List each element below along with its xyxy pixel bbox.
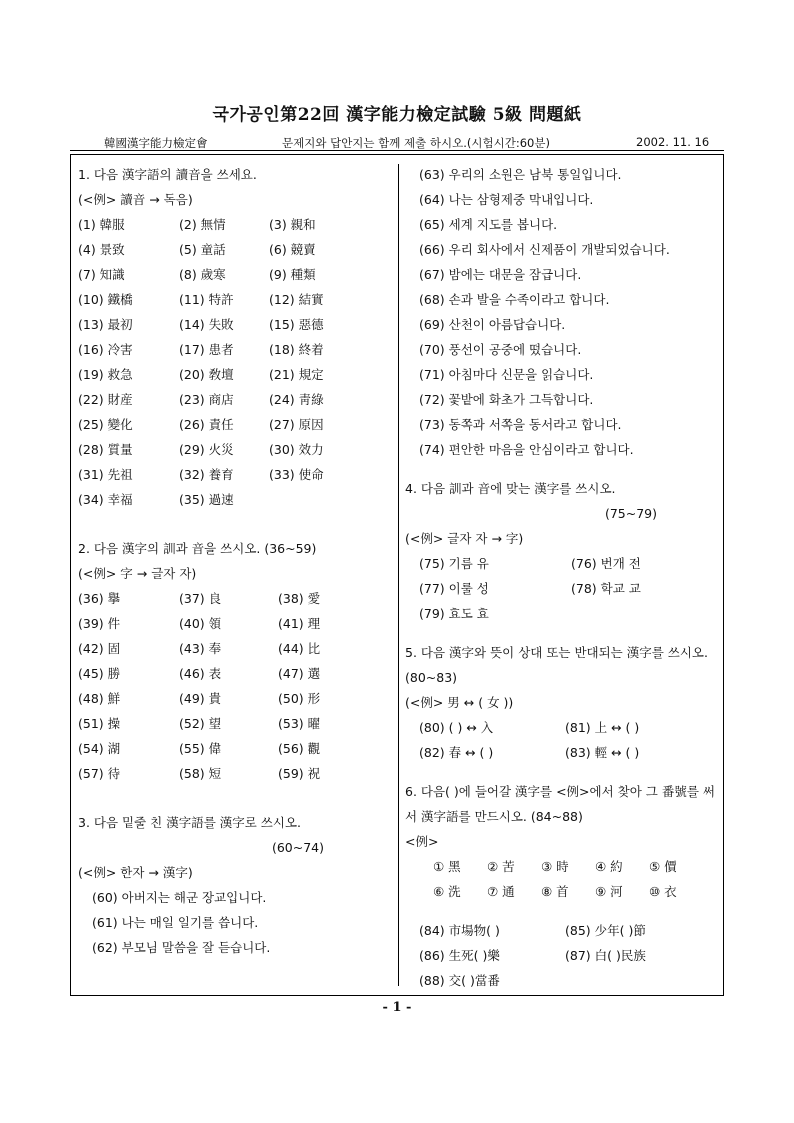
organization-name: 韓國漢字能力檢定會 [104,136,208,150]
q6-item: (85) 少年( )節 [565,923,646,938]
question-3-heading: 3. 다음 밑줄 친 漢字語를 漢字로 쓰시오. [78,815,301,830]
q6-choice: ⑧ 首 [541,884,569,899]
question-1-heading: 1. 다음 漢字語의 讀音을 쓰세요. [78,167,257,182]
q6-choice: ③ 時 [541,859,569,874]
q3-item: (64) 나는 삼형제중 막내입니다. [419,192,594,207]
column-divider [398,164,399,986]
q1-item: (25) 變化 [78,417,133,432]
q4-item: (79) 효도 효 [419,606,489,621]
q1-item: (18) 終着 [269,342,324,357]
q3-item: (60) 아버지는 해군 장교입니다. [92,890,267,905]
q2-item: (53) 曜 [278,716,321,731]
question-4-heading: 4. 다음 訓과 音에 맞는 漢字를 쓰시오. [405,481,616,496]
q1-item: (22) 財産 [78,392,133,407]
q1-item: (26) 責任 [179,417,234,432]
q3-item: (70) 풍선이 공중에 떴습니다. [419,342,582,357]
q1-item: (3) 親和 [269,217,316,232]
exam-title: 국가공인第22回 漢字能力檢定試驗 5級 問題紙 [212,105,582,125]
q1-item: (17) 患者 [179,342,234,357]
q3-item: (68) 손과 발을 수족이라고 합니다. [419,292,610,307]
q3-item: (67) 밤에는 대문을 잠급니다. [419,267,582,282]
q6-choice: ⑩ 衣 [649,884,677,899]
q1-item: (28) 質量 [78,442,133,457]
q3-item: (71) 아침마다 신문을 읽습니다. [419,367,594,382]
question-2 [78,536,388,786]
question-2-items [78,586,388,786]
q2-item: (47) 選 [278,666,321,681]
exam-instruction: 문제지와 답안지는 함께 제출 하시오.(시험시간:60분) [282,136,550,150]
q1-item: (15) 惡德 [269,317,324,332]
question-5-heading: 5. 다음 漢字와 뜻이 상대 또는 반대되는 漢字를 쓰시오. (80~83) [405,645,708,685]
q2-item: (50) 形 [278,691,321,706]
question-2-heading: 2. 다음 漢字의 訓과 音을 쓰시오. (36~59) [78,541,317,556]
q2-item: (40) 領 [179,616,222,631]
right-column [405,162,717,993]
q1-item: (21) 規定 [269,367,324,382]
q6-choice: ⑨ 河 [595,884,623,899]
q6-item: (88) 交( )當番 [419,973,500,988]
q4-item: (76) 번개 전 [571,556,641,571]
q1-item: (13) 最初 [78,317,133,332]
q1-item: (6) 競賣 [269,242,316,257]
q6-choice: ⑥ 洗 [433,884,461,899]
q1-item: (33) 使命 [269,467,324,482]
q2-item: (49) 貴 [179,691,222,706]
left-column [78,162,388,960]
q2-item: (57) 待 [78,766,121,781]
q2-item: (48) 鮮 [78,691,121,706]
q2-item: (37) 良 [179,591,222,606]
q2-item: (44) 比 [278,641,321,656]
q3-item: (63) 우리의 소원은 남북 통일입니다. [419,167,622,182]
q1-item: (35) 過速 [179,492,234,507]
q3-item: (65) 세계 지도를 봅니다. [419,217,558,232]
question-1 [78,162,388,512]
q3-item: (66) 우리 회사에서 신제품이 개발되었습니다. [419,242,670,257]
q1-item: (14) 失敗 [179,317,234,332]
question-3-range: (60~74) [271,840,324,855]
question-6-example-label: <例> [405,834,439,849]
q1-item: (19) 救急 [78,367,133,382]
q1-item: (29) 火災 [179,442,234,457]
q2-item: (43) 奉 [179,641,222,656]
q6-item: (86) 生死( )樂 [419,948,500,963]
q3-item: (73) 동쪽과 서쪽을 동서라고 합니다. [419,417,622,432]
q2-item: (45) 勝 [78,666,121,681]
q1-item: (5) 童話 [179,242,226,257]
q2-item: (58) 短 [179,766,222,781]
q5-item: (80) ( ) ↔ 入 [419,720,494,735]
q6-choice: ⑦ 通 [487,884,515,899]
q1-item: (7) 知識 [78,267,125,282]
q1-item: (8) 歲寒 [179,267,226,282]
page-number: - 1 - [382,1000,412,1015]
question-5 [405,640,717,765]
question-6 [405,779,717,993]
q1-item: (20) 敎壇 [179,367,234,382]
question-6-items [405,918,717,993]
question-3 [78,810,388,960]
header-rule [70,150,724,151]
q1-item: (12) 結實 [269,292,324,307]
q1-item: (16) 冷害 [78,342,133,357]
q1-item: (31) 先祖 [78,467,133,482]
q5-item: (83) 輕 ↔ ( ) [565,745,640,760]
question-3-continued [405,162,717,462]
question-4 [405,476,717,626]
question-1-example: (<例> 讀音 → 독음) [78,192,193,207]
q2-item: (41) 理 [278,616,321,631]
question-6-choices [405,854,717,904]
q6-item: (84) 市場物( ) [419,923,500,938]
q1-item: (11) 特許 [179,292,234,307]
q1-item: (23) 商店 [179,392,234,407]
q2-item: (56) 觀 [278,741,321,756]
q1-item: (32) 養育 [179,467,234,482]
question-1-items [78,212,388,512]
q6-choice: ② 苦 [487,859,515,874]
q2-item: (55) 偉 [179,741,222,756]
question-4-range: (75~79) [604,506,657,521]
q1-item: (24) 靑綠 [269,392,324,407]
q2-item: (36) 擧 [78,591,121,606]
q2-item: (38) 愛 [278,591,321,606]
q2-item: (54) 湖 [78,741,121,756]
q3-item: (72) 꽃밭에 화초가 그득합니다. [419,392,594,407]
q3-item: (62) 부모님 말씀을 잘 듣습니다. [92,940,271,955]
question-3-example: (<例> 한자 → 漢字) [78,865,193,880]
q1-item: (10) 鐵橋 [78,292,133,307]
exam-date: 2002. 11. 16 [636,135,710,149]
q2-item: (39) 件 [78,616,121,631]
q1-item: (1) 韓服 [78,217,125,232]
q2-item: (51) 操 [78,716,121,731]
q1-item: (30) 效力 [269,442,324,457]
q4-item: (77) 이룰 성 [419,581,489,596]
q1-item: (27) 原因 [269,417,324,432]
q2-item: (59) 祝 [278,766,321,781]
q5-item: (82) 春 ↔ ( ) [419,745,494,760]
q5-item: (81) 上 ↔ ( ) [565,720,640,735]
q2-item: (52) 望 [179,716,222,731]
question-6-heading: 6. 다음( )에 들어갈 漢字를 <例>에서 찾아 그 番號를 써서 漢字語를 만드시오. (84~88) [405,784,715,824]
q3-item: (69) 산천이 아름답습니다. [419,317,566,332]
q6-choice: ⑤ 價 [649,859,677,874]
question-5-items [405,715,717,765]
q2-item: (42) 固 [78,641,121,656]
q3-item: (74) 편안한 마음을 안심이라고 합니다. [419,442,634,457]
q1-item: (9) 種類 [269,267,316,282]
q2-item: (46) 表 [179,666,222,681]
question-2-example: (<例> 字 → 글자 자) [78,566,197,581]
q6-item: (87) 白( )民族 [565,948,646,963]
question-4-items [405,551,717,626]
q6-choice: ④ 約 [595,859,623,874]
q1-item: (4) 景致 [78,242,125,257]
q4-item: (78) 학교 교 [571,581,641,596]
q4-item: (75) 기름 유 [419,556,489,571]
q6-choice: ① 黑 [433,859,461,874]
q1-item: (34) 幸福 [78,492,133,507]
q1-item: (2) 無情 [179,217,226,232]
question-5-example: (<例> 男 ↔ ( 女 )) [405,695,514,710]
question-4-example: (<例> 글자 자 → 字) [405,531,524,546]
q3-item: (61) 나는 매일 일기를 씁니다. [92,915,259,930]
